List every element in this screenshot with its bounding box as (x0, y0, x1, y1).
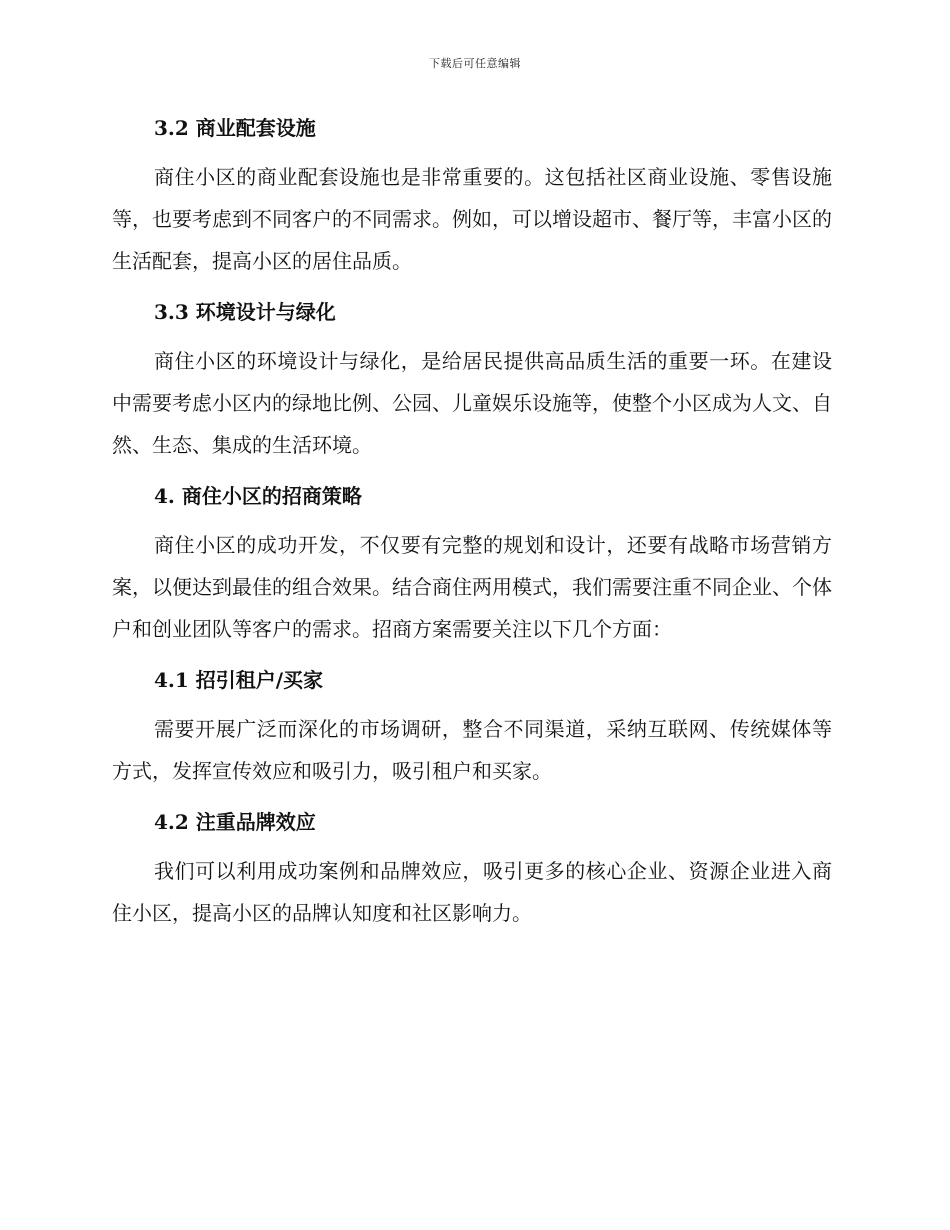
section-paragraph: 商住小区的环境设计与绿化，是给居民提供高品质生活的重要一环。在建设中需要考虑小区内的绿地比例、公园、儿童娱乐设施等，使整个小区成为人文、自然、生态、集成的生活环境。 (112, 349, 832, 457)
section-heading: 4. 商住小区的招商策略 (154, 484, 362, 508)
document-body (112, 110, 832, 934)
section-paragraph: 商住小区的商业配套设施也是非常重要的。这包括社区商业设施、零售设施等，也要考虑到不同客户的不同需求。例如，可以增设超市、餐厅等，丰富小区的生活配套，提高小区的居住品质。 (112, 165, 832, 273)
section-paragraph: 我们可以利用成功案例和品牌效应，吸引更多的核心企业、资源企业进入商住小区，提高小区的品牌认知度和社区影响力。 (112, 859, 832, 925)
section-paragraph: 商住小区的成功开发，不仅要有完整的规划和设计，还要有战略市场营销方案，以便达到最佳的组合效果。结合商住两用模式，我们需要注重不同企业、个体户和创业团队等客户的需求。招商方案需要关注以下几个方面： (112, 533, 832, 641)
section-heading: 3.2 商业配套设施 (154, 116, 316, 140)
section-heading: 4.2 注重品牌效应 (154, 810, 316, 834)
section-paragraph: 需要开展广泛而深化的市场调研，整合不同渠道，采纳互联网、传统媒体等方式，发挥宣传效应和吸引力，吸引租户和买家。 (112, 717, 832, 783)
header-note: 下载后可任意编辑 (429, 57, 521, 70)
section-heading: 3.3 环境设计与绿化 (154, 300, 336, 324)
section-heading: 4.1 招引租户/买家 (154, 668, 324, 692)
